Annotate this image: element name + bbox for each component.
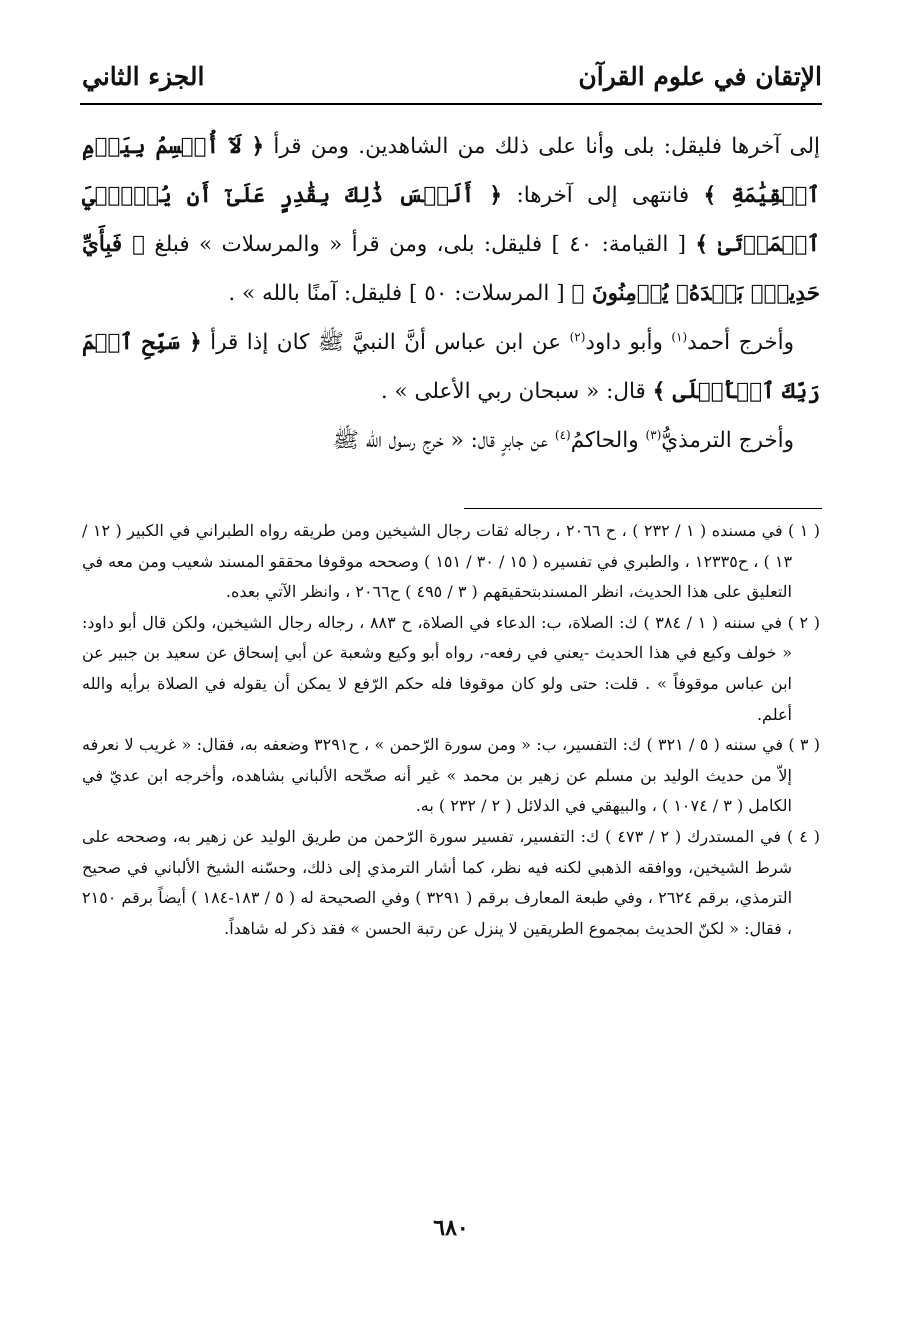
footnote-1: ( ١ ) في مسنده ( ١ / ٢٣٢ ) ، ح ٢٠٦٦ ، رجاله ثقات رجال الشيخين ومن طريقه رواه الطبراني في الكبير ( ١٢ / ١٣ ) ، ح١٢٣٣٥ ، والطبري في تفسيره ( ١٥ / ٣٠ / ١٥١ ) وصححه موقوفا محققو المسند شعيب ومن معه في التعليق على هذا الحديث، انظر المسندبتحقيقهم ( ٣ / ٤٩٥ ) ح٢٠٦٦ ، وانظر الآتي بعده. (82, 521, 821, 602)
p1-text-b: فانتهى إلى آخرها: (516, 183, 690, 208)
footnote-2: ( ٢ ) في سننه ( ١ / ٣٨٤ ) ك: الصلاة، ب: الدعاء في الصلاة، ح ٨٨٣ ، رجاله رجال الشيخين، ولكن قال أبو داود: « خولف وكيع في هذا الحديث -يعني في رفعه-، رواه أبو وكيع وشعبة عن أبي إسحاق عن سعيد بن جبير عن ابن عباس موقوفاً » . قلت: حتى ولو كان موقوفا فله حكم الرّفع لا يمكن أن يقوله في الصلاة برأيه والله أعلم. (82, 612, 821, 724)
footnote-4: ( ٤ ) في المستدرك ( ٢ / ٤٧٣ ) ك: التفسير، تفسير سورة الرّحمن من طريق الوليد عن زهير به، وصححه على شرط الشيخين، ووافقه الذهبي لكنه فيه نظر، كما أشار الترمذي إلى ذلك، وحسّنه الشيخ الألباني في صحيح الترمذي، برقم ٢٦٢٤ ، وفي طبعة المعارف برقم ( ٣٢٩١ ) وفي الصحيحة له ( ٥ / ١٨٣-١٨٤ ) أيضاً برقم ٢١٥٠ ، فقال: « لكنّ الحديث بمجموع الطريقين لا ينزل عن رتبة الحسن » فقد ذكر له شاهداً. (82, 826, 820, 938)
verse-qiyama-40: ﴿ أَلَيۡسَ ذَٰلِكَ بِقَٰدِرٍ عَلَىٰٓ أَن يُحۡـِۧيَ ٱلۡمَوۡتَىٰ ﴾ (82, 183, 820, 257)
p3-text-a: وأخرج الترمذيُّ (661, 428, 794, 453)
verse-qiyama-1: ﴿ لَآ أُقۡسِمُ بِيَوۡمِ ٱلۡقِيَٰمَةِ ﴾ (82, 134, 820, 208)
footnotes (82, 516, 820, 944)
footnote-marker-1[interactable]: (١) (671, 329, 688, 344)
page-number: ٦٨٠ (433, 1215, 469, 1241)
footnote-marker-4[interactable]: (٤) (554, 427, 571, 442)
p2-text-c: عن ابن عباس أنَّ النبيَّ ﷺ كان إذا قرأ (210, 330, 562, 355)
p3-text-b: والحاكمُ (570, 428, 639, 453)
main-text (82, 122, 820, 465)
part-label: الجزء الثاني (82, 61, 205, 91)
book-title: الإتقان في علوم القرآن (578, 61, 822, 91)
verse-ala-1: ﴿ سَبِّحِ ٱسۡمَ رَبِّكَ ٱلۡأَعۡلَى ﴾ (82, 330, 820, 404)
footnote-separator (464, 508, 822, 509)
header-rule (80, 103, 822, 105)
p1-text-c: [ القيامة: ٤٠ ] فليقل: بلى، ومن قرأ « والمرسلات » فبلغ (154, 232, 687, 257)
p2-text-d: قال: « سبحان ربي الأعلى » . (380, 379, 646, 404)
p1-text-a: إلى آخرها فليقل: بلى وأنا على ذلك من الشاهدين. ومن قرأ (273, 134, 820, 159)
verse-mursalat-50: ﴿ فَبِأَيِّ حَدِيثِۢ بَعۡدَهُۥ يُؤۡمِنُونَ ﴾ (82, 232, 820, 306)
paragraph-2 (82, 318, 820, 416)
paragraph-1 (82, 122, 820, 318)
p2-text-b: وأبو داود (585, 330, 663, 355)
p3-text-c: عن جابرٍ قال: « خرج رسول الله ﷺ (332, 428, 549, 453)
footnote-marker-3[interactable]: (٣) (645, 427, 662, 442)
footnote-marker-2[interactable]: (٢) (569, 329, 586, 344)
running-header (82, 52, 822, 100)
p1-text-d: [ المرسلات: ٥٠ ] فليقل: آمنًا بالله » . (228, 281, 565, 306)
footnote-3: ( ٣ ) في سننه ( ٥ / ٣٢١ ) ك: التفسير، ب: « ومن سورة الرّحمن » ، ح٣٢٩١ وضعفه به، فقال: « غريب لا نعرفه إلاّ من حديث الوليد بن مسلم عن زهير بن محمد » غير أنه صحّحه الألباني بشاهده، وأخرجه ابن عديّ في الكامل ( ٣ / ١٠٧٤ ) ، والبيهقي في الدلائل ( ٢ / ٢٣٢ ) به. (82, 735, 820, 816)
paragraph-3 (82, 416, 820, 465)
p2-text-a: وأخرج أحمد (687, 330, 795, 355)
